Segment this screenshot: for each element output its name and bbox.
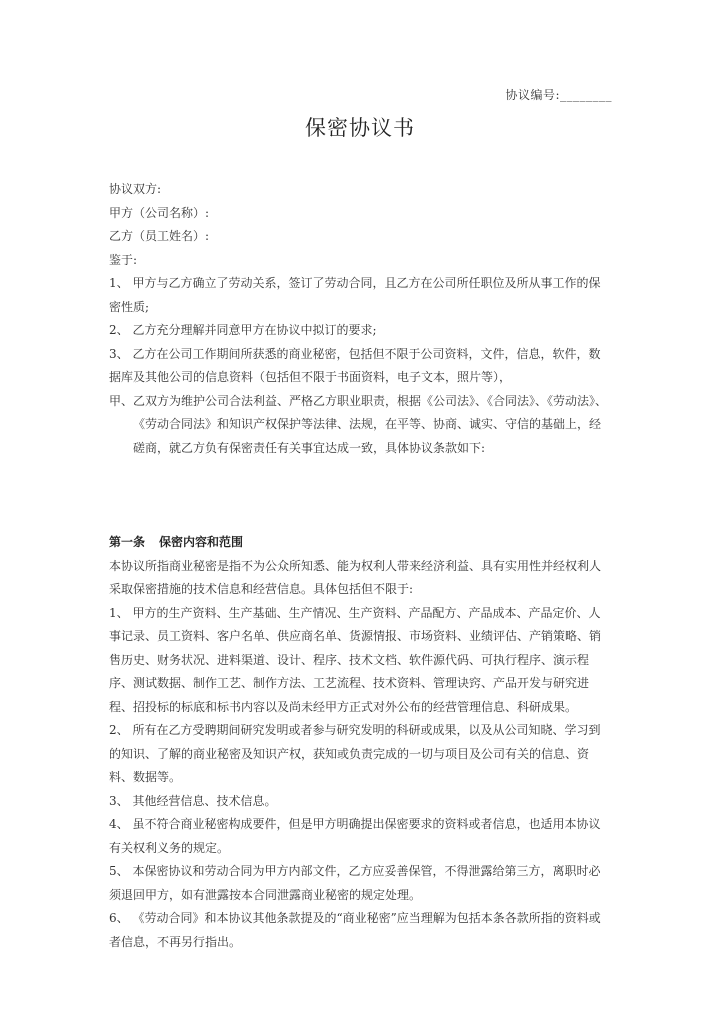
article-1-item-1: 1、 甲方的生产资料、生产基础、生产情况、生产资料、产品配方、产品成本、产品定价、人事记录、员工资料、客户名单、供应商名单、货源情报、市场资料、业绩评估、产销策略、销售历史、财务状况、进料渠道、设计、程序、技术文档、软件源代码、可执行程序、演示程序、测试数据、制作工艺、制作方法、工艺流程、技术资料、管理诀窍、产品开发与研究进程、招投标的标底和标书内容以及尚未经甲方正式对外公布的经营管理信息、科研成果。 [109,605,602,714]
recital-1: 1、 甲方与乙方确立了劳动关系，签订了劳动合同，且乙方在公司所任职位及所从事工作的保密性质; [109,276,601,314]
agreement-number-label: 协议编号:________ [505,88,612,102]
article-1-number: 第一条 [109,535,146,549]
article-1-title: 保密内容和范围 [159,535,244,549]
article-1-intro: 本协议所指商业秘密是指不为公众所知悉、能为权利人带来经济利益、具有实用性并经权利人采取保密措施的技术信息和经营信息。具体包括但不限于: [109,558,602,596]
article-1-item-4: 4、 虽不符合商业秘密构成要件，但是甲方明确提出保密要求的资料或者信息，也适用本协议有关权利义务的规定。 [109,817,601,855]
parties-label: 协议双方: [109,182,162,196]
whereas-label: 鉴于: [109,252,138,267]
article-1-item-3: 3、 其他经营信息、技术信息。 [109,793,277,808]
article-1-item-2: 2、 所有在乙方受聘期间研究发明或者参与研究发明的科研或成果，以及从公司知晓、学习到的知识、了解的商业秘密及知识产权，获知或负责完成的一切与项目及公司有关的信息、资料、数据等。 [109,723,601,784]
article-1-heading [109,531,612,555]
document-title: 保密协议书 [305,116,415,140]
party-b-line: 乙方（员工姓名）: [109,229,210,243]
preamble-paragraph: 甲、乙双方为维护公司合法利益、严格乙方职业职责，根据《公司法》、《合同法》、《劳动法》、《劳动合同法》和知识产权保护等法律、法规，在平等、协商、诚实、守信的基础上，经磋商，就乙方负有保密责任有关事宜达成一致，具体协议条款如下: [109,393,608,455]
party-a-line: 甲方（公司名称）: [109,205,210,220]
recital-2: 2、 乙方充分理解并同意甲方在协议中拟订的要求; [109,323,377,337]
recital-3: 3、 乙方在公司工作期间所获悉的商业秘密，包括但不限于公司资料，文件，信息，软件，数据库及其他公司的信息资料（包括但不限于书面资料，电子文本，照片等）， [109,346,601,384]
document-body [109,178,612,954]
section-spacer [109,460,612,531]
article-1-item-5: 5、 本保密协议和劳动合同为甲方内部文件，乙方应妥善保管，不得泄露给第三方，离职时必须退回甲方，如有泄露按本合同泄露商业秘密的规定处理。 [109,864,601,902]
article-1-item-6: 6、 《劳动合同》和本协议其他条款提及的“商业秘密”应当理解为包括本条各款所指的资料或者信息，不再另行指出。 [109,911,601,949]
